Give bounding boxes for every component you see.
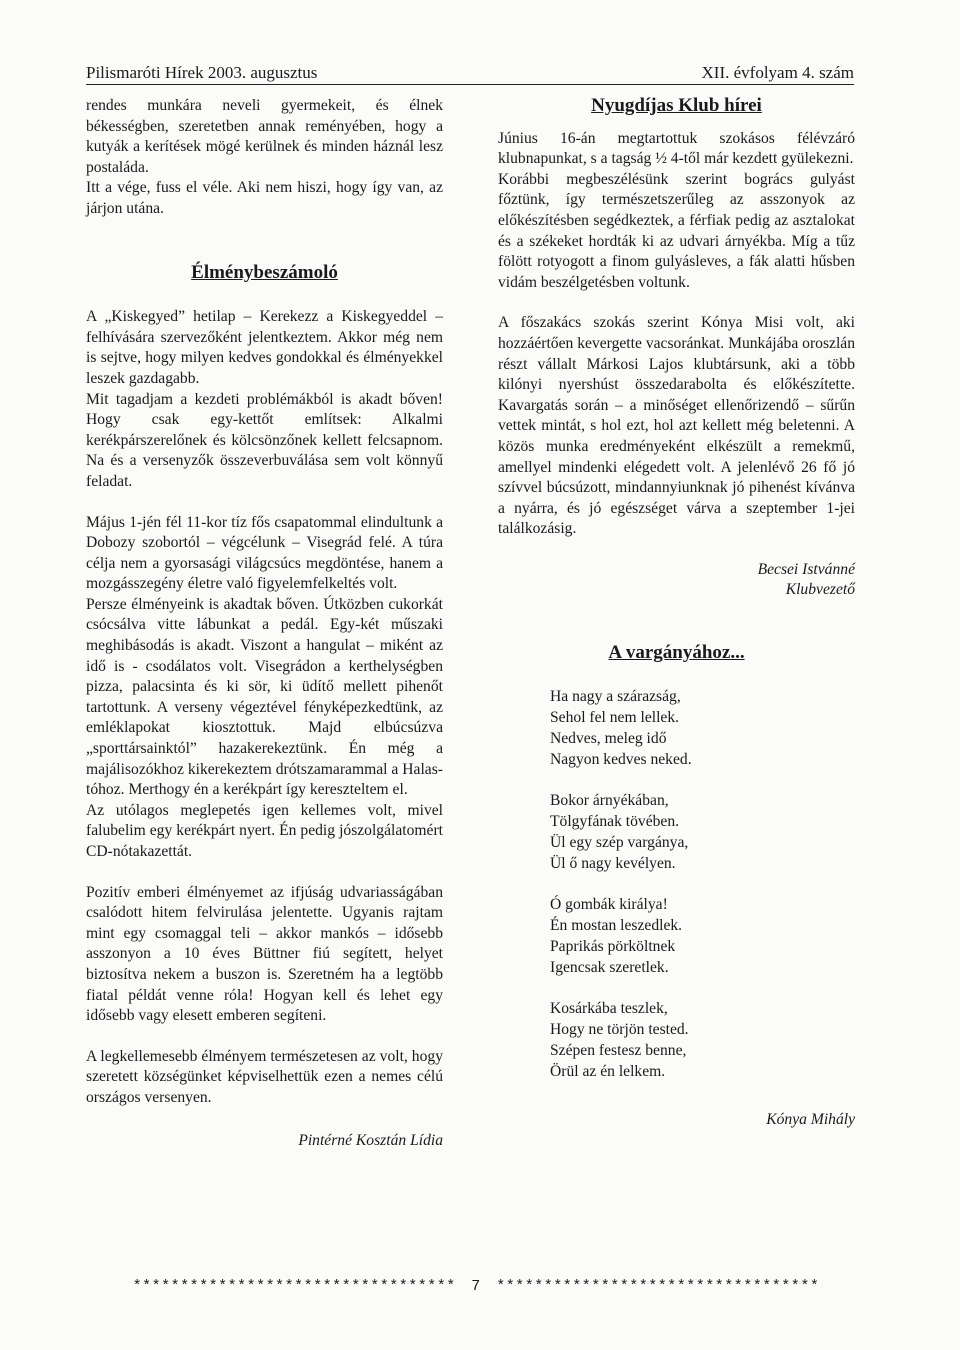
club-signature-name: Becsei Istvánné: [757, 560, 855, 578]
poem-line: Szépen festesz benne,: [550, 1041, 687, 1059]
page-header: [86, 62, 854, 85]
poem-line: Nagyon kedves neked.: [550, 750, 692, 768]
article-paragraph: A legkellemesebb élményem természetesen az volt, hogy szeretett községünket képviselhettük ezen a nemes célú országos versenyen.: [86, 1047, 443, 1106]
poem-line: Tölgyfának tövében.: [550, 812, 680, 830]
poem-author: Kónya Mihály: [766, 1110, 855, 1128]
article-title: Élménybeszámoló: [191, 261, 338, 283]
poem-line: Én mostan leszedlek.: [550, 916, 683, 934]
club-signature-role: Klubvezető: [785, 581, 855, 599]
poem-line: Ó gombák királya!: [550, 895, 668, 913]
footer-stars-left: **********************************: [132, 1278, 456, 1295]
article-paragraph: Mit tagadjam a kezdeti problémákból is akadt bőven! Hogy csak egy-kettőt említsek: Alkalmi kerékpárszerelőnek és kölcsönzőnek kellett felcsapnom. Na és a versenyzők összeverbuválása sem volt könnyű feladat.: [86, 390, 443, 490]
issue-number: XII. évfolyam 4. szám: [701, 63, 854, 82]
right-column: [498, 96, 855, 1130]
poem-line: Sehol fel nem lellek.: [550, 708, 680, 726]
left-column: [86, 96, 443, 1151]
poem-title: A vargányához...: [608, 642, 745, 664]
club-news-title: Nyugdíjas Klub hírei: [591, 95, 762, 116]
poem-line: Ül egy szép vargánya,: [550, 833, 689, 851]
article-paragraph: A „Kiskegyed” hetilap – Kerekezz a Kiskegyeddel – felhívására szervezőként jelentkeztem. Akkor még nem is sejtve, hogy milyen kedves gondokkal és élményekkel leszek gazdagabb.: [86, 308, 443, 387]
article-paragraph: Május 1-jén fél 11-kor tíz fős csapatommal elindultunk a Dobozy szobortól – végcélunk – Visegrád felé. A túra célja nem a gyorsasági világcsúcs megdöntése, hanem a mozgásszegény életre való figyelemfelkeltés volt.: [86, 513, 443, 593]
poem-line: Ha nagy a szárazság,: [550, 687, 681, 705]
poem-line: Ül ő nagy kevélyen.: [550, 854, 676, 872]
article-paragraph: Az utólagos meglepetés igen kellemes volt, mivel falubelim egy kerékpárt nyert. Én pedig jószolgálatomért CD-nótakazettát.: [86, 801, 443, 860]
poem-line: Bokor árnyékában,: [550, 791, 669, 809]
article-paragraph: Pozitív emberi élményemet az ifjúság udvariasságában csalódott hitem felvirulása jelentette. Ugyanis rajtam mint egy csomaggal teli – akkor mankós – idősebb asszonyon a 10 éves Büttner fiú segített, helyet biztosítva nekem a buszon is. Szeretném ha a legtöbb fiatal példát venne róla! Hogyan kell és lehet egy idősebb vagy elesett emberen segíteni.: [86, 883, 443, 1025]
page-footer: [86, 1278, 866, 1295]
poem-line: Hogy ne törjön tested.: [550, 1020, 689, 1038]
club-paragraph: Korábbi megbeszélésünk szerint bogrács gulyást főztünk, így természetszerűleg az asszonyok az előkészítésben segédkeztek, a férfiak pedig az asztalokat és a székeket hordták ki az udvari árnyékba. Míg a tűz fölött rotyogott a finom gulyásleves, a fák alatti hűsben vidám beszélgetésben voltunk.: [498, 170, 855, 291]
poem-line: Paprikás pörköltnek: [550, 937, 676, 955]
poem-line: Örül az én lelkem.: [550, 1062, 666, 1080]
poem-line: Kosárkába teszlek,: [550, 999, 668, 1017]
article-paragraph: Persze élményeink is akadtak bőven. Útközben cukorkát csócsálva vitte lábunkat a pedál. Egy-két műszaki meghibásodás is akadt. Viszont a hangulat – miként az idő is - csodálatos volt. Visegrádon a kerthelységben pizza, palacsinta és ki sör, ki üdítő mellett pihenőt tartottunk. A verseny végeztével fényképezkedtünk, az emléklapokat kiosztottuk. Majd elbúcsúzva „sporttársainktól” hazakerekeztünk. Én még a majálisozókhoz kikerekeztem drótszamarammal a Halas-tóhoz. Merthogy én a kerékpárt így kereszteltem el.: [86, 595, 443, 799]
page-number: 7: [471, 1278, 481, 1295]
article-signature: Pintérné Kosztán Lídia: [298, 1131, 443, 1149]
intro-paragraph: rendes munkára neveli gyermekeit, és élnek békességben, szeretetben annak reményében, hogy a kutyák a kerítések mögé kerülnek és minden háznál lesz postaláda.: [86, 97, 443, 176]
footer-stars-right: **********************************: [496, 1278, 820, 1295]
publication-title: Pilismaróti Hírek 2003. augusztus: [86, 63, 318, 82]
poem: [498, 686, 855, 1082]
club-paragraph: A főszakács szokás szerint Kónya Misi volt, aki hozzáértően kevergette vacsoránkat. Munkájába oroszlán részt vállalt Márkosi Lajos klubtársunk, aki a több kilónyi nyershúst összedarabolta és előkészítette. Kavargatás során – a minőséget ellenőrizendő – sűrűn vettek mintát, s hol ezt, hol azt kellett még beletenni. A közös munka eredményeként elkészült a remekmű, amellyel mindenki elégedett volt. A jelenlévő 26 fő jó szívvel búcsúzott, mindannyiunknak jó pihenést kívánva a nyárra, és jó egészséget várva a szeptember 1-jei találkozásig.: [498, 314, 855, 538]
poem-line: Igencsak szeretlek.: [550, 958, 669, 976]
intro-paragraph: Itt a vége, fuss el véle. Aki nem hiszi, hogy így van, az járjon utána.: [86, 179, 443, 217]
poem-line: Nedves, meleg idő: [550, 729, 667, 747]
club-paragraph: Június 16-án megtartottuk szokásos félévzáró klubnapunkat, s a tagság ½ 4-től már kezdett gyülekezni.: [498, 129, 855, 168]
